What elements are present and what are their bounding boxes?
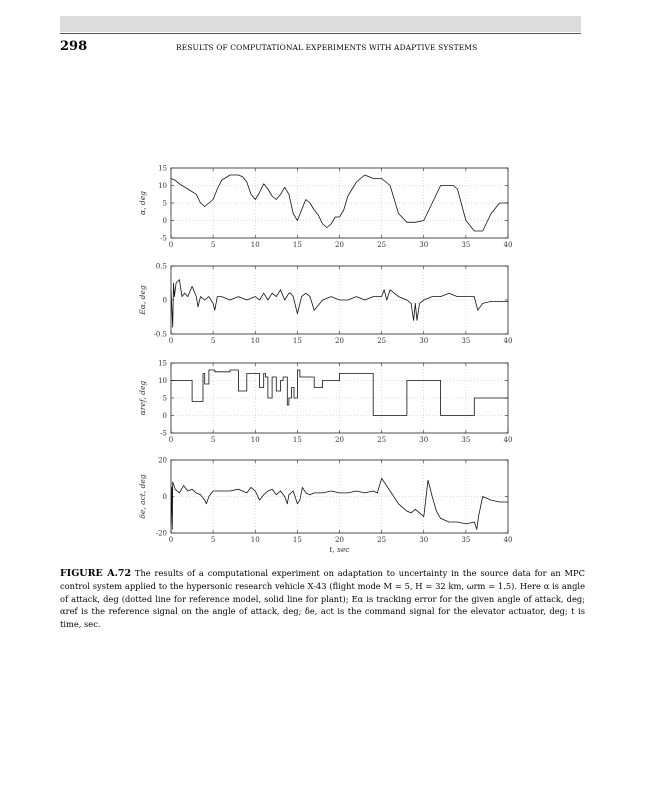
x-tick-label: 30 bbox=[419, 436, 429, 444]
x-tick-label: 15 bbox=[292, 436, 302, 444]
y-tick-label: 0.5 bbox=[155, 262, 167, 271]
x-tick-label: 25 bbox=[377, 536, 387, 544]
x-tick-label: 25 bbox=[377, 436, 387, 444]
y-tick-label: 10 bbox=[158, 182, 167, 190]
y-tick-label: 20 bbox=[158, 456, 167, 465]
x-tick-label: 35 bbox=[461, 536, 471, 544]
y-tick-label: 5 bbox=[162, 199, 167, 208]
x-tick-label: 20 bbox=[335, 241, 344, 249]
page-number: 298 bbox=[60, 39, 88, 54]
x-tick-label: 30 bbox=[419, 536, 429, 544]
x-tick-label: 20 bbox=[335, 536, 344, 544]
x-tick-label: 20 bbox=[335, 337, 344, 345]
running-title: RESULTS OF COMPUTATIONAL EXPERIMENTS WITH ADAPTIVE SYSTEMS bbox=[176, 43, 478, 52]
y-axis-label: α, deg bbox=[138, 191, 147, 215]
y-tick-label: 10 bbox=[158, 377, 167, 385]
y-axis-label: Eα, deg bbox=[138, 285, 147, 315]
y-tick-label: 0 bbox=[162, 217, 167, 225]
x-tick-label: 40 bbox=[503, 241, 513, 249]
x-tick-label: 15 bbox=[292, 337, 302, 345]
x-tick-label: 30 bbox=[419, 337, 429, 345]
y-axis-label: αref, deg bbox=[138, 380, 147, 416]
y-tick-label: 15 bbox=[158, 359, 167, 368]
x-tick-label: 10 bbox=[250, 337, 260, 345]
x-tick-label: 0 bbox=[168, 241, 174, 249]
y-tick-label: -0.5 bbox=[153, 330, 167, 339]
y-tick-label: 0 bbox=[162, 296, 167, 305]
y-tick-label: -5 bbox=[160, 429, 167, 438]
x-tick-label: 5 bbox=[210, 436, 216, 444]
panel-1 bbox=[138, 165, 512, 250]
x-tick-label: 35 bbox=[461, 241, 471, 249]
x-tick-label: 35 bbox=[461, 436, 471, 444]
panel-3 bbox=[138, 360, 512, 445]
figure-caption bbox=[60, 567, 585, 630]
x-tick-label: 0 bbox=[168, 436, 174, 444]
x-tick-label: 5 bbox=[210, 241, 216, 249]
x-tick-label: 5 bbox=[210, 337, 216, 345]
x-tick-label: 25 bbox=[377, 337, 387, 345]
y-tick-label: -20 bbox=[155, 529, 167, 538]
x-tick-label: 10 bbox=[250, 536, 260, 544]
x-tick-label: 0 bbox=[168, 337, 174, 345]
x-tick-label: 40 bbox=[503, 337, 513, 345]
x-tick-label: 25 bbox=[377, 241, 387, 249]
caption-label: FIGURE A.72 bbox=[60, 568, 132, 579]
x-tick-label: 15 bbox=[292, 241, 302, 249]
series-line-1 bbox=[171, 478, 508, 529]
x-axis-label: t, sec bbox=[329, 545, 350, 554]
x-tick-label: 0 bbox=[168, 536, 174, 544]
x-tick-label: 20 bbox=[335, 436, 344, 444]
panel-4 bbox=[138, 457, 512, 555]
y-tick-label: 5 bbox=[162, 394, 167, 403]
x-tick-label: 15 bbox=[292, 536, 302, 544]
x-tick-label: 30 bbox=[419, 241, 429, 249]
x-tick-label: 5 bbox=[210, 536, 216, 544]
x-tick-label: 10 bbox=[250, 241, 260, 249]
x-tick-label: 40 bbox=[503, 436, 513, 444]
caption-text: The results of a computational experiment on adaptation to uncertainty in the source data for an MPC control system applied to the hypersonic research vehicle X-43 (flight mode M = 5, H = 32 km, ωrm = 1.5). Here α is angle of attack, deg (dotted line for reference model, solid line for plant); Eα is tracking error for the given angle of attack, deg; αref is the reference signal on the angle of attack, deg; δe, act is the command signal for the elevator actuator, deg; t is time, sec. bbox=[60, 568, 585, 629]
y-axis-label: δe, act, deg bbox=[138, 474, 147, 519]
x-tick-label: 35 bbox=[461, 337, 471, 345]
panel-2 bbox=[138, 263, 512, 346]
y-tick-label: 0 bbox=[162, 493, 167, 501]
y-tick-label: 15 bbox=[158, 164, 167, 173]
y-tick-label: -5 bbox=[160, 234, 167, 243]
x-tick-label: 10 bbox=[250, 436, 260, 444]
y-tick-label: 0 bbox=[162, 412, 167, 420]
x-tick-label: 40 bbox=[503, 536, 513, 544]
